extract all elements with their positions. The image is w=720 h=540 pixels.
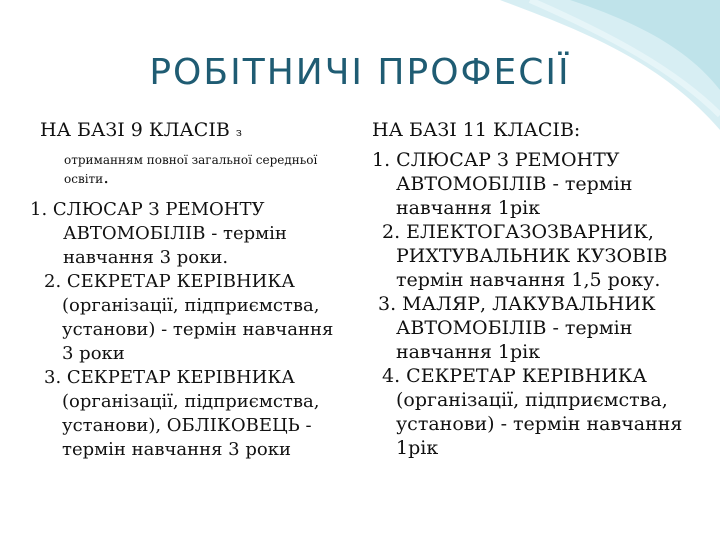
- column-11-classes: [372, 118, 707, 460]
- list-item: 3. СЕКРЕТАР КЕРІВНИКА (організації, підприємства, установи), ОБЛІКОВЕЦЬ - термін навчання 3 роки: [44, 367, 320, 460]
- heading-9-classes: [30, 118, 350, 145]
- slide-title: РОБІТНИЧІ ПРОФЕСІЇ: [149, 52, 571, 93]
- column-9-classes: [30, 118, 350, 462]
- list-item: 4. СЕКРЕТАР КЕРІВНИКА (організації, підприємства, установи) - термін навчання 1рік: [382, 365, 683, 459]
- heading-11-classes: НА БАЗІ 11 КЛАСІВ:: [372, 119, 581, 141]
- note-period: .: [103, 167, 109, 188]
- list-item: 3. МАЛЯР, ЛАКУВАЛЬНИК АВТОМОБІЛІВ - термін навчання 1рік: [378, 293, 656, 363]
- heading-9-classes-suffix: з: [235, 126, 242, 139]
- list-item: 1. СЛЮСАР З РЕМОНТУ АВТОМОБІЛІВ - термін навчання 1рік: [372, 149, 633, 219]
- heading-9-classes-note: [30, 151, 350, 188]
- profession-list-9-classes: [30, 198, 350, 462]
- list-item: 2. ЕЛЕКТОГАЗОЗВАРНИК, РИХТУВАЛЬНИК КУЗОВІВ термін навчання 1,5 року.: [382, 221, 668, 291]
- list-item: 2. СЕКРЕТАР КЕРІВНИКА (організації, підприємства, установи) - термін навчання 3 роки: [44, 271, 334, 364]
- list-item: 1. СЛЮСАР З РЕМОНТУ АВТОМОБІЛІВ - термін навчання 3 роки.: [30, 199, 287, 268]
- profession-list-11-classes: [372, 148, 707, 460]
- heading-9-classes-text: НА БАЗІ 9 КЛАСІВ: [40, 119, 230, 141]
- note-text: отриманням повної загальної середньої освіти: [64, 153, 318, 186]
